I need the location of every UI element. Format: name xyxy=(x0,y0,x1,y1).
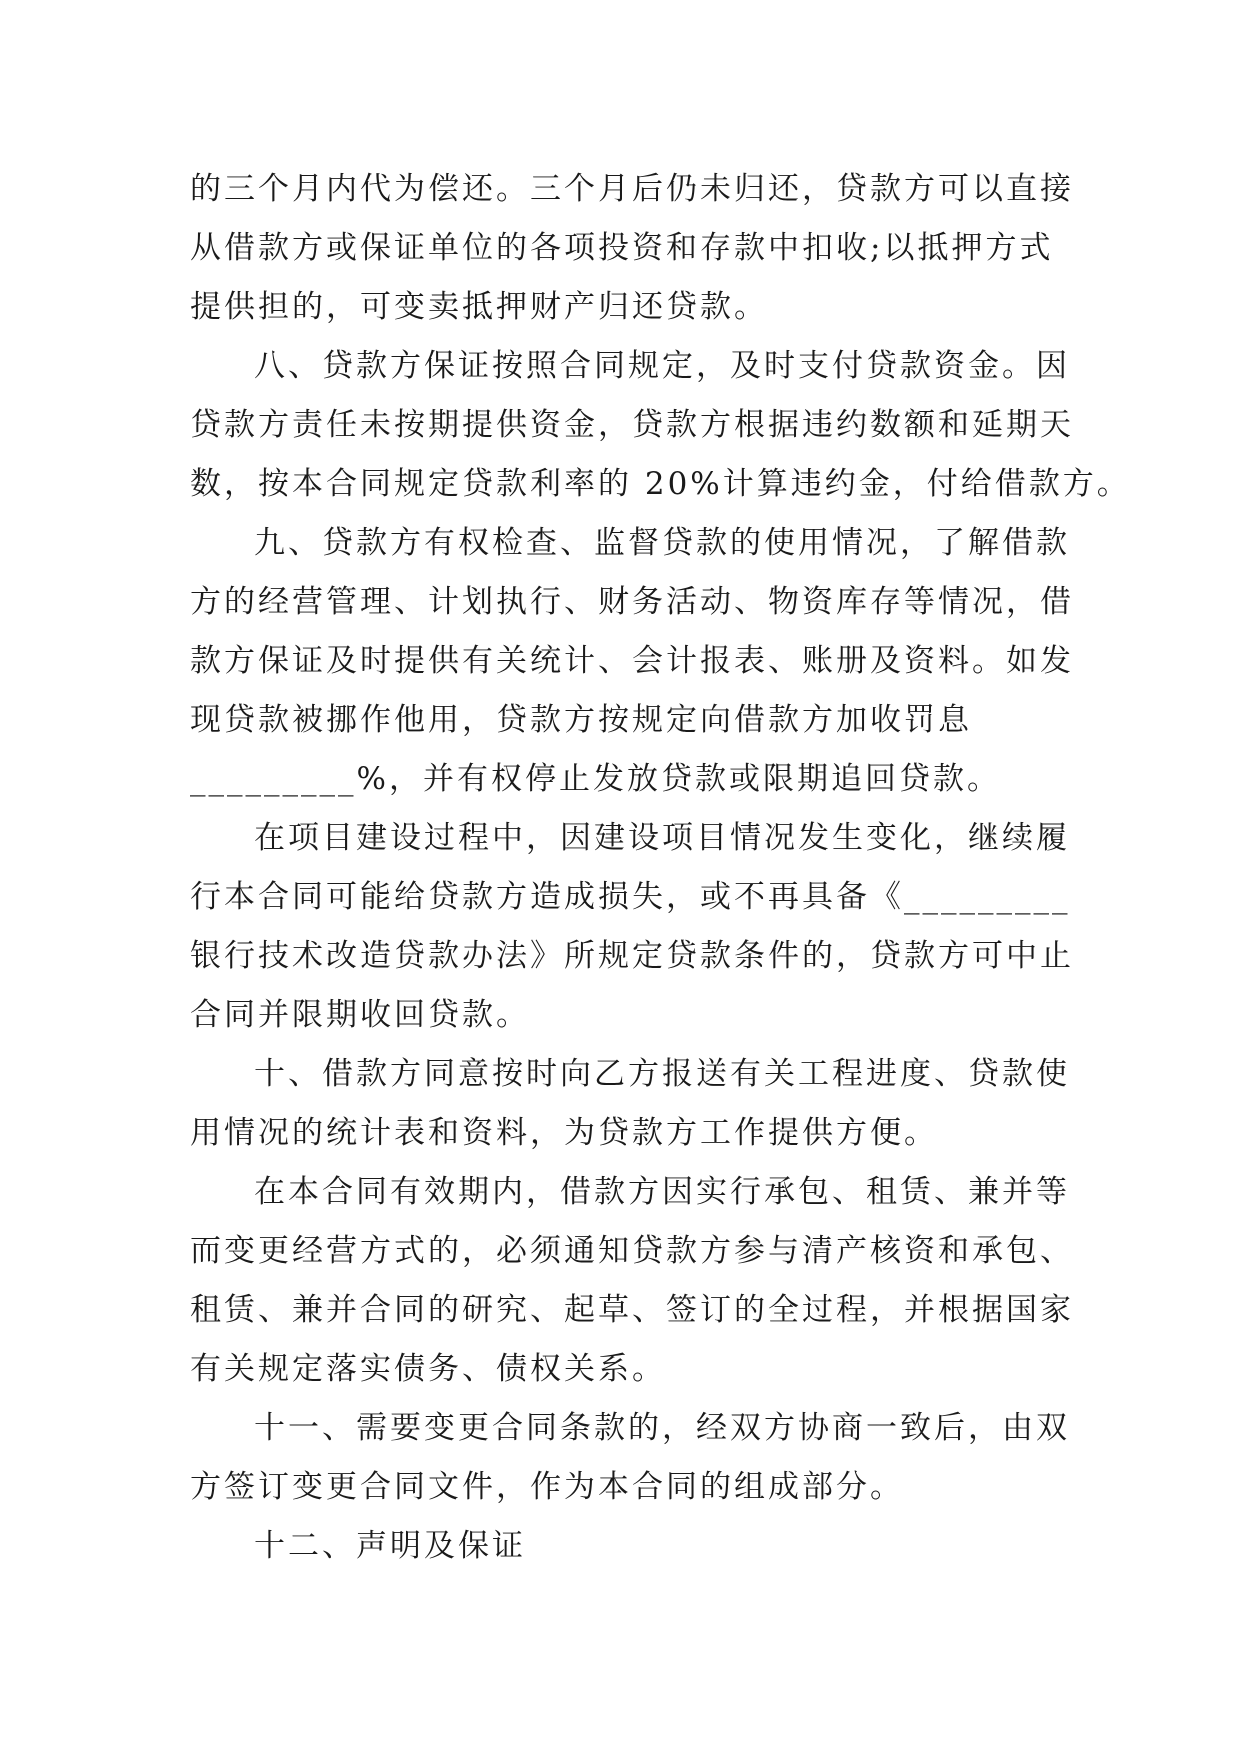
text-line: 的三个月内代为偿还。三个月后仍未归还，贷款方可以直接 xyxy=(190,171,1074,207)
paragraph-clause-10 xyxy=(190,1045,1070,1163)
text-line: 数，按本合同规定贷款利率的 20%计算违约金，付给借款方。 xyxy=(190,466,1131,502)
text-line: 贷款方责任未按期提供资金，贷款方根据违约数额和延期天 xyxy=(190,407,1074,443)
paragraph-clause-7-continued xyxy=(190,160,1074,337)
text-line: 提供担的，可变卖抵押财产归还贷款。 xyxy=(190,289,768,325)
text-line: 方签订变更合同文件，作为本合同的组成部分。 xyxy=(190,1469,904,1505)
text-line: 用情况的统计表和资料，为贷款方工作提供方便。 xyxy=(190,1115,938,1151)
text-line: 而变更经营方式的，必须通知贷款方参与清产核资和承包、 xyxy=(190,1233,1074,1269)
text-line: 十、借款方同意按时向乙方报送有关工程进度、贷款使 xyxy=(254,1056,1070,1092)
text-line: _________%，并有权停止发放贷款或限期追回贷款。 xyxy=(190,761,1001,797)
paragraph-clause-8 xyxy=(190,337,1131,514)
text-line: 九、贷款方有权检查、监督贷款的使用情况，了解借款 xyxy=(254,525,1070,561)
text-line: 银行技术改造贷款办法》所规定贷款条件的，贷款方可中止 xyxy=(190,938,1074,974)
text-line: 现贷款被挪作他用，贷款方按规定向借款方加收罚息 xyxy=(190,702,972,738)
paragraph-clause-12-heading xyxy=(190,1517,1050,1576)
text-line: 合同并限期收回贷款。 xyxy=(190,997,530,1033)
paragraph-clause-9 xyxy=(190,514,1074,809)
text-line: 在本合同有效期内，借款方因实行承包、租赁、兼并等 xyxy=(254,1174,1070,1210)
text-line: 款方保证及时提供有关统计、会计报表、账册及资料。如发 xyxy=(190,643,1074,679)
paragraph-clause-11 xyxy=(190,1399,1070,1517)
document-body xyxy=(190,160,1131,1576)
text-line: 十二、声明及保证 xyxy=(254,1528,526,1564)
paragraph-project-change xyxy=(190,809,1074,1045)
text-line: 在项目建设过程中，因建设项目情况发生变化，继续履 xyxy=(254,820,1070,856)
paragraph-contract-validity xyxy=(190,1163,1074,1399)
text-line: 十一、需要变更合同条款的，经双方协商一致后，由双 xyxy=(254,1410,1070,1446)
text-line: 行本合同可能给贷款方造成损失，或不再具备《_________ xyxy=(190,879,1071,915)
text-line: 八、贷款方保证按照合同规定，及时支付贷款资金。因 xyxy=(254,348,1070,384)
text-line: 方的经营管理、计划执行、财务活动、物资库存等情况，借 xyxy=(190,584,1074,620)
text-line: 有关规定落实债务、债权关系。 xyxy=(190,1351,666,1387)
text-line: 租赁、兼并合同的研究、起草、签订的全过程，并根据国家 xyxy=(190,1292,1074,1328)
text-line: 从借款方或保证单位的各项投资和存款中扣收;以抵押方式 xyxy=(190,230,1054,266)
